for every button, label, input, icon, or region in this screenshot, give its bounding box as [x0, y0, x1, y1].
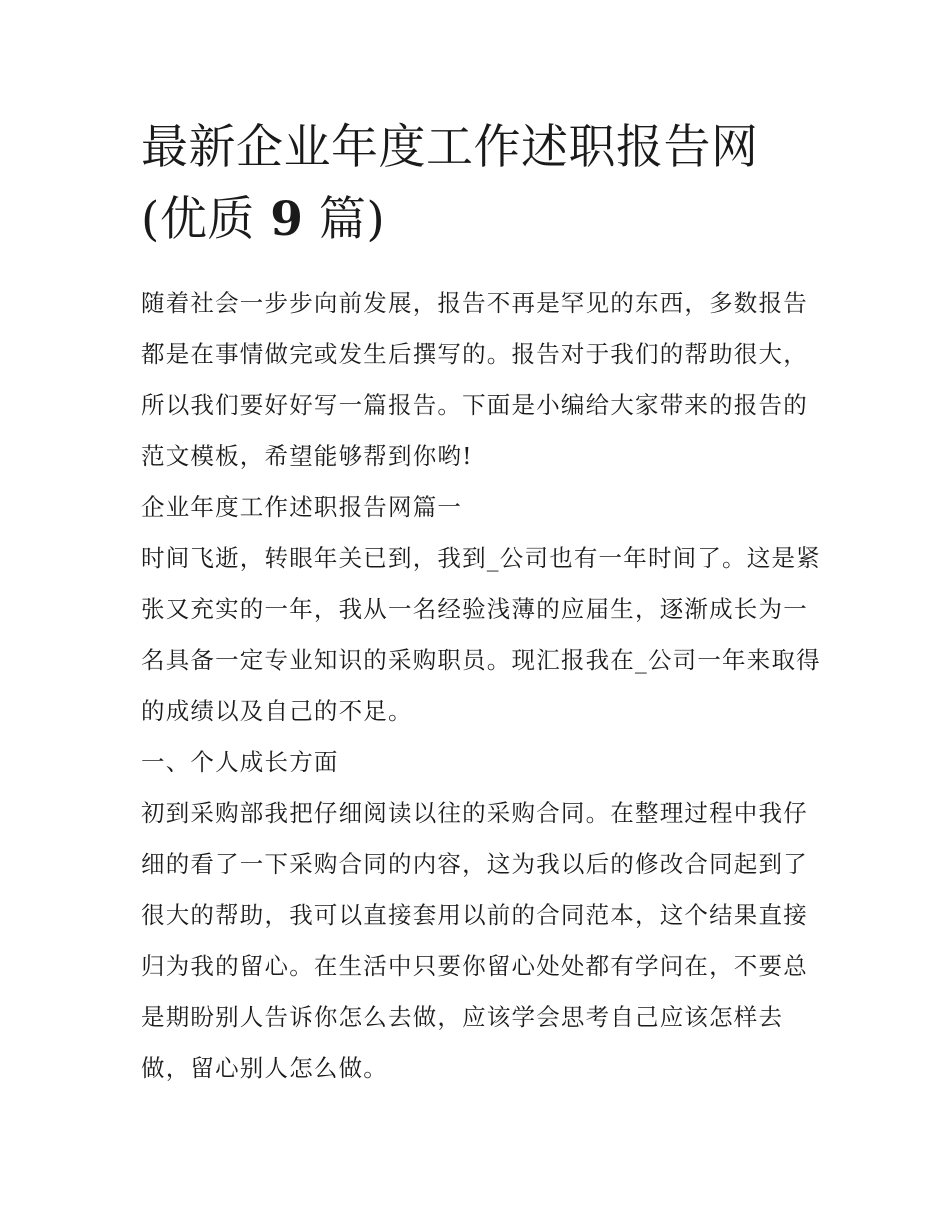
title-line-1: 最新企业年度工作述职报告网	[141, 120, 759, 175]
subsection-heading: 一、个人成长方面	[141, 748, 339, 776]
document-body	[141, 278, 821, 1094]
intro-paragraph: 随着社会一步步向前发展，报告不再是罕见的东西，多数报告都是在事情做完或发生后撰写的。报告对于我们的帮助很大，所以我们要好好写一篇报告。下面是小编给大家带来的报告的范文模板，希望能够帮到你哟!	[141, 289, 808, 470]
body-paragraph: 初到采购部我把仔细阅读以往的采购合同。在整理过程中我仔细的看了一下采购合同的内容，这为我以后的修改合同起到了很大的帮助，我可以直接套用以前的合同范本，这个结果直接归为我的留心。在生活中只要你留心处处都有学问在，不要总是期盼别人告诉你怎么去做，应该学会思考自己应该怎样去做，留心别人怎么做。	[141, 799, 808, 1082]
section-heading: 企业年度工作述职报告网篇一	[141, 493, 463, 521]
document-page	[141, 112, 821, 1094]
document-title	[141, 112, 821, 256]
title-count: 9	[270, 192, 304, 247]
body-paragraph: 时间飞逝，转眼年关已到，我到_公司也有一年时间了。这是紧张又充实的一年，我从一名经验浅薄的应届生，逐渐成长为一名具备一定专业知识的采购职员。现汇报我在_公司一年来取得的成绩以及自己的不足。	[141, 544, 821, 725]
title-line-2-suffix: 篇)	[303, 192, 386, 247]
title-line-2-prefix: (优质	[141, 192, 271, 247]
